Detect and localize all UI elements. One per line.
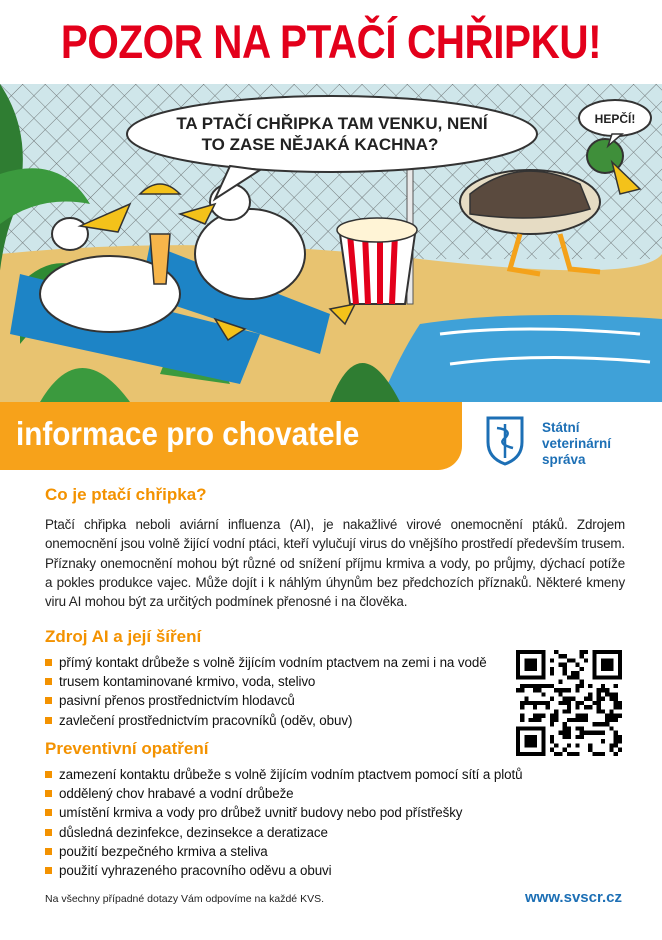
list-item-text: oddělený chov hrabavé a vodní drůbeže	[59, 786, 294, 802]
speech-bubble-line-1: TA PTAČÍ CHŘIPKA TAM VENKU, NENÍ	[176, 114, 488, 133]
logo-line-2: veterinární	[542, 436, 612, 451]
website-link[interactable]: www.svscr.cz	[524, 889, 622, 906]
bullet-icon	[45, 790, 52, 797]
list-item-text: umístění krmiva a vody pro drůbež uvnitř budovy nebo pod přístřešky	[59, 805, 463, 821]
section-paragraph: Ptačí chřipka neboli aviární influenza (AI), je nakažlivé virové onemocnění ptáků. Zdrojem onemocnění jsou volně žijící vodní ptáci, kteří vylučují virus do vnějšího prostředí především trusem. Příznaky onemocnění mohou být různé od snížení příjmu krmiva a vody, po průjmy, dýchací potíže a pokles produkce vajec. Může dojít i k náhlým úhynům bez předchozích příznaků. Některé kmeny viru AI mohou být za určitých podmínek přenosné i na člověka.	[45, 517, 625, 610]
duck-speech-bubble: HEPČÍ!	[594, 112, 636, 126]
section-prevention	[45, 739, 585, 880]
logo-text	[542, 420, 611, 468]
list-item-text: použití vyhrazeného pracovního oděvu a obuvi	[59, 863, 332, 879]
list-item-text: zavlečení prostřednictvím pracovníků (oděv, obuv)	[59, 712, 353, 728]
list-item	[45, 691, 515, 710]
list-item	[45, 653, 515, 672]
list-item-text: pasivní přenos prostřednictvím hlodavců	[59, 693, 295, 709]
list-item	[45, 861, 585, 880]
list-item	[45, 672, 515, 691]
list-item-text: zamezení kontaktu drůbeže s volně žijícím vodním ptactvem pomocí sítí a plotů	[59, 767, 523, 782]
section-what-is	[45, 485, 625, 611]
list-item	[45, 765, 585, 784]
bullet-list	[45, 765, 585, 880]
logo-line-3: správa	[542, 452, 586, 467]
svs-logo	[486, 416, 646, 470]
list-item	[45, 784, 585, 803]
footer-note: Na všechny případné dotazy Vám odpovíme na každé KVS.	[45, 893, 324, 905]
shield-icon	[486, 416, 524, 466]
list-item-text: přímý kontakt drůbeže s volně žijícím vodním ptactvem na zemi i na vodě	[59, 655, 487, 670]
bullet-icon	[45, 697, 52, 704]
bullet-icon	[45, 659, 52, 666]
bullet-icon	[45, 848, 52, 855]
section-heading: Co je ptačí chřipka?	[45, 485, 207, 504]
speech-bubble-line-2: TO ZASE NĚJAKÁ KACHNA?	[201, 135, 439, 154]
list-item	[45, 711, 515, 730]
bullet-icon	[45, 809, 52, 816]
section-source	[45, 627, 515, 730]
list-item-text: použití bezpečného krmiva a steliva	[59, 843, 268, 859]
list-item	[45, 803, 585, 822]
list-item	[45, 823, 585, 842]
list-item	[45, 842, 585, 861]
page-title: POZOR NA PTAČÍ CHŘIPKU!	[60, 15, 602, 68]
section-heading: Preventivní opatření	[45, 739, 209, 758]
bullet-list	[45, 653, 515, 730]
section-heading: Zdroj AI a její šíření	[45, 627, 202, 646]
bullet-icon	[45, 717, 52, 724]
bullet-icon	[45, 771, 52, 778]
bullet-icon	[45, 867, 52, 874]
bullet-icon	[45, 829, 52, 836]
cartoon-illustration	[0, 84, 662, 402]
list-item-text: důsledná dezinfekce, dezinsekce a deratizace	[59, 824, 328, 840]
info-banner	[0, 402, 462, 470]
list-item-text: trusem kontaminované krmivo, voda, stelivo	[59, 674, 316, 690]
logo-line-1: Státní	[542, 420, 580, 435]
bullet-icon	[45, 678, 52, 685]
banner-title: informace pro chovatele	[16, 415, 360, 452]
